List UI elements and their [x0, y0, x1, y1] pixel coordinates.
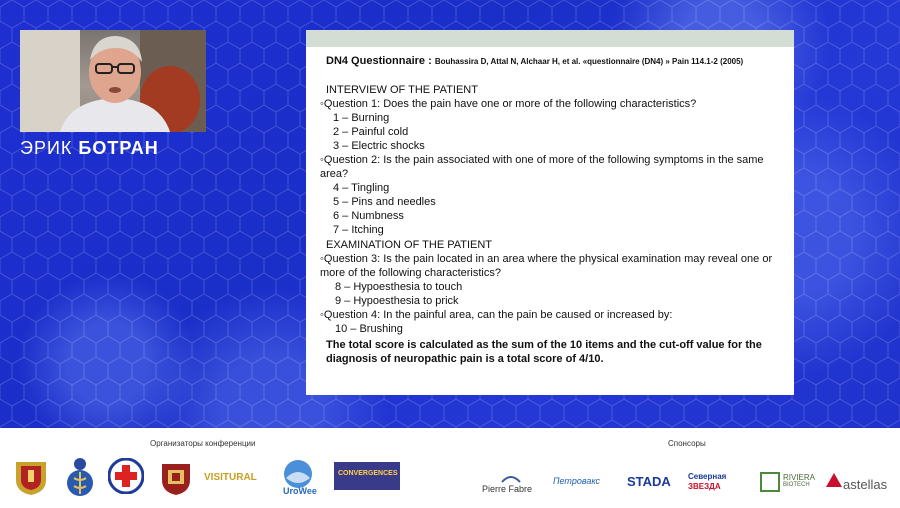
- question-2: ◦Question 2: Is the pain associated with one of more of the following symptoms in the same area?: [320, 154, 764, 180]
- petrovax-logo: Петровакс: [553, 476, 600, 486]
- slide-content: [306, 47, 794, 366]
- urowee-text: UroWee: [283, 486, 317, 496]
- question-1: ◦Question 1: Does the pain have one or more of the following characteristics?: [320, 98, 697, 110]
- section-examination: EXAMINATION OF THE PATIENT: [326, 239, 493, 251]
- slide-citation: Bouhassira D, Attal N, Alchaar H, et al. «questionnaire (DN4) » Pain 114.1-2 (2005): [434, 57, 744, 66]
- sponsor-footer: [0, 428, 900, 508]
- riviera-logo: RIVIERA: [783, 473, 816, 482]
- q1-item: 2 – Painful cold: [333, 126, 409, 138]
- speaker-image: [20, 30, 206, 132]
- slide-title-line: [326, 54, 776, 69]
- university-crest-logo: [158, 458, 194, 496]
- convergences-logo: [334, 462, 400, 490]
- organizers-label: Организаторы конференции: [150, 439, 256, 448]
- q1-item: 3 – Electric shocks: [333, 140, 425, 152]
- riviera-biotech-logo: BIOTECH: [783, 482, 810, 488]
- speaker-video: [20, 30, 206, 132]
- astellas-mark: [825, 472, 843, 488]
- slide-header-bar: [306, 30, 794, 47]
- visitural-logo: VISITURAL: [204, 472, 257, 483]
- q3-item: 8 – Hypoesthesia to touch: [335, 281, 463, 293]
- riviera-mark: [760, 472, 780, 492]
- zvezda-logo: ЗВЕЗДА: [688, 482, 721, 491]
- coat-of-arms-logo: [10, 458, 52, 496]
- speaker-first-name: ЭРИК: [20, 138, 73, 158]
- pierre-fabre-mark: [500, 472, 522, 484]
- q3-item: 9 – Hypoesthesia to prick: [335, 295, 459, 307]
- q4-item: 10 – Brushing: [335, 323, 403, 335]
- q2-item: 6 – Numbness: [333, 210, 404, 222]
- speaker-name: [20, 138, 159, 159]
- q1-item: 1 – Burning: [333, 112, 390, 124]
- question-3: ◦Question 3: Is the pain located in an area where the physical examination may reveal one or more of the following characteristics?: [320, 253, 773, 279]
- sponsors-label: Спонсоры: [668, 439, 706, 448]
- question-4: ◦Question 4: In the painful area, can the pain be caused or increased by:: [320, 309, 673, 321]
- severnaya-logo: Северная: [688, 472, 727, 481]
- medical-society-logo: [64, 456, 96, 498]
- total-score-note: The total score is calculated as the sum of the 10 items and the cut-off value for the diagnosis of neuropathic pain is a total score of 4/10.: [326, 339, 762, 365]
- q2-item: 4 – Tingling: [333, 182, 390, 194]
- pierre-fabre-logo: Pierre Fabre: [482, 484, 533, 494]
- slide-title: DN4 Questionnaire :: [326, 55, 432, 67]
- section-interview: INTERVIEW OF THE PATIENT: [326, 84, 478, 96]
- convergences-text: CONVERGENCES: [338, 470, 398, 477]
- hospital-cross-logo: [108, 458, 144, 494]
- q2-item: 5 – Pins and needles: [333, 196, 436, 208]
- presentation-slide: [306, 30, 794, 395]
- q2-item: 7 – Itching: [333, 224, 384, 236]
- astellas-logo: astellas: [843, 477, 888, 492]
- speaker-last-name: БОТРАН: [78, 138, 159, 158]
- stada-logo: STADA: [627, 474, 671, 489]
